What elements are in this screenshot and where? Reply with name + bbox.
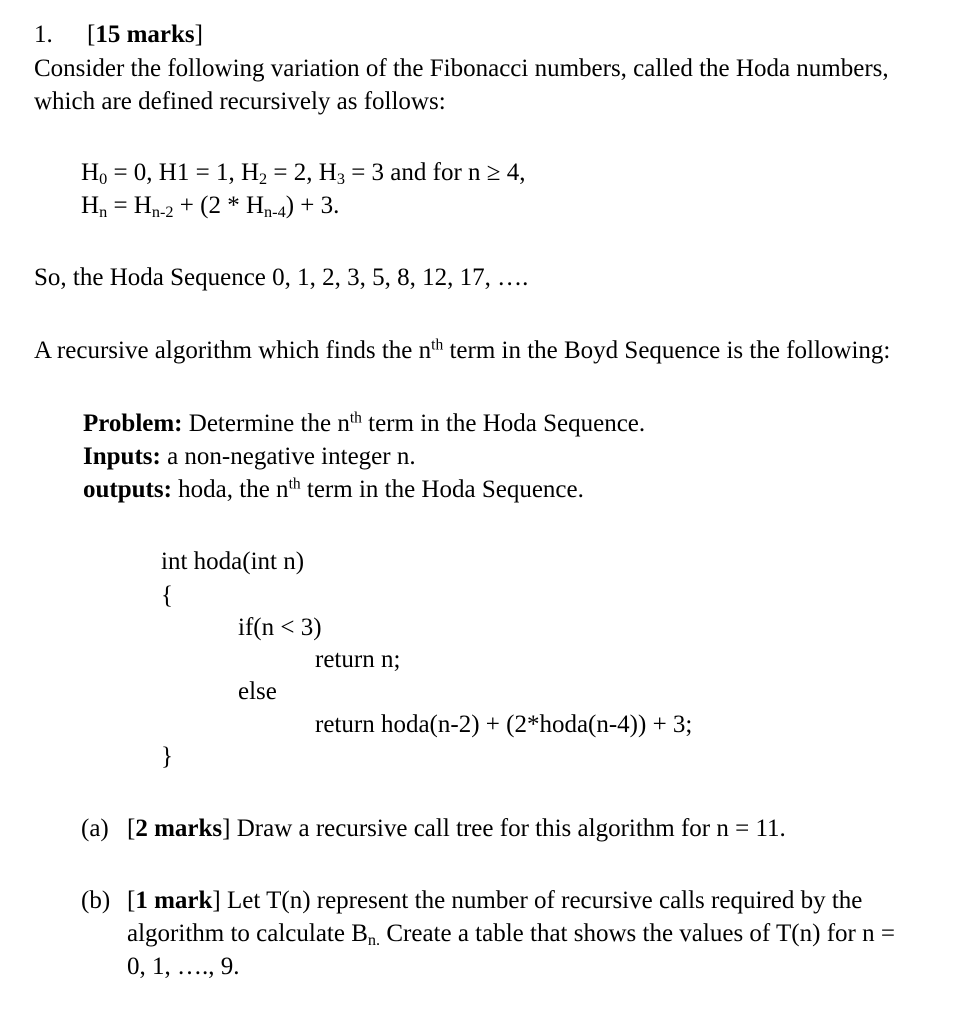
inputs-line: Inputs: a non-negative integer n. — [83, 443, 416, 470]
code-else: else — [238, 678, 277, 705]
part-b-marks: 1 mark — [135, 887, 213, 914]
question-header: 1. [15 marks] — [34, 21, 203, 48]
part-b-line-2: algorithm to calculate $B_{n.}$ Create a table that shows the values of T(n) for n = — [127, 920, 895, 950]
intro-line-1: Consider the following variation of the Fibonacci numbers, called the Hoda numbers, — [34, 55, 889, 82]
definition-line-1: $H_0 = 0$, H1 = 1, $H_2 = 2$, $H_3 = 3$ and for n ≥ 4, — [81, 159, 526, 189]
part-b-line-1: [1 mark] Let T(n) represent the number of recursive calls required by the — [127, 887, 863, 914]
part-a-label: (a) — [81, 815, 109, 842]
code-open-brace: { — [161, 582, 173, 609]
question-number: 1. — [34, 21, 53, 48]
code-return-recursive: return hoda(n-2) + (2*hoda(n-4)) + 3; — [315, 711, 693, 738]
problem-label: Problem: — [83, 410, 183, 437]
sequence-line: So, the Hoda Sequence 0, 1, 2, 3, 5, 8, 12, 17, …. — [34, 264, 529, 291]
part-a-marks: 2 marks — [135, 815, 223, 842]
intro-line-2: which are defined recursively as follows: — [34, 88, 446, 115]
code-signature: int hoda(int n) — [161, 548, 305, 575]
question-marks: 15 marks — [95, 21, 195, 48]
part-a — [81, 816, 109, 841]
code-if: if(n < 3) — [238, 614, 322, 641]
inputs-label: Inputs: — [83, 443, 161, 470]
definition-line-2: $H_n = H_{n-2} + (2 * H_{n-4}) + 3$. — [81, 192, 340, 222]
part-b-label: (b) — [81, 887, 111, 914]
part-b-line-3: 0, 1, …., 9. — [127, 953, 240, 980]
outputs-label: outputs: — [83, 476, 172, 503]
part-b — [81, 888, 110, 913]
algorithm-intro: A recursive algorithm which finds the $n^{th}$ term in the Boyd Sequence is the following: — [34, 336, 891, 364]
outputs-line: outputs: hoda, the $n^{th}$ term in the Hoda Sequence. — [83, 475, 584, 503]
part-a-text: [2 marks] Draw a recursive call tree for this algorithm for n = 11. — [127, 815, 786, 842]
code-return-n: return n; — [315, 646, 401, 673]
problem-line: Problem: Determine the $n^{th}$ term in the Hoda Sequence. — [83, 409, 646, 437]
code-close-brace: } — [161, 743, 173, 770]
